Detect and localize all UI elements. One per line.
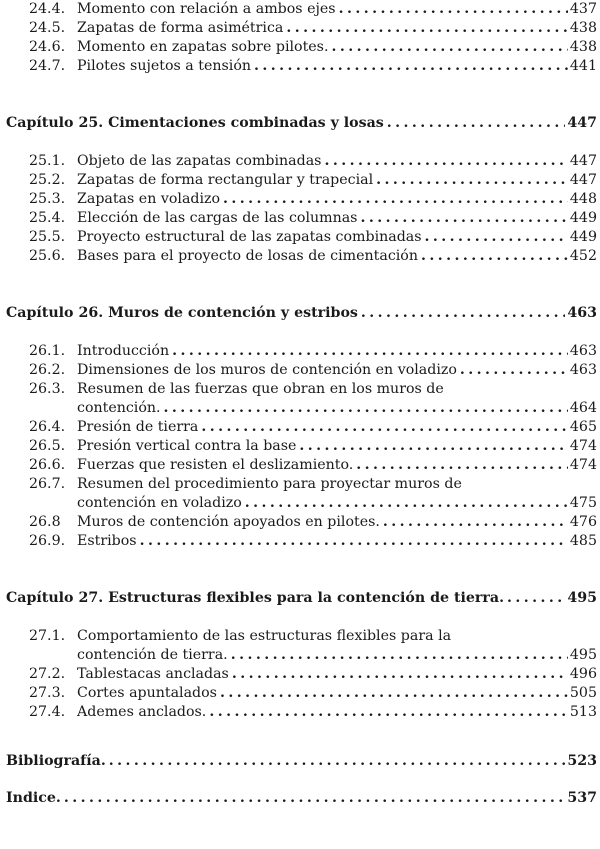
toc-entry-continuation	[0, 399, 600, 418]
page-number: 474	[569, 438, 597, 454]
entry-title: Indice.	[6, 790, 61, 806]
page-number: 438	[569, 39, 597, 55]
page-number: 513	[569, 704, 597, 720]
page-number: 463	[569, 362, 597, 378]
chapter-heading	[0, 114, 600, 133]
entry-title: Proyecto estructural de las zapatas combinadas	[77, 229, 422, 245]
dot-leader	[64, 789, 566, 808]
toc-entry	[0, 684, 600, 703]
toc-entry	[0, 475, 600, 494]
entry-title: contención de tierra.	[77, 647, 228, 663]
toc-entry	[0, 532, 600, 551]
toc-entry	[0, 513, 600, 532]
section-number: 25.4.	[29, 210, 66, 226]
toc-entry	[0, 19, 600, 38]
entry-title: Zapatas de forma asimétrica	[77, 20, 284, 36]
entry-title: Comportamiento de las estructuras flexibles para la	[77, 628, 452, 644]
section-number: 26.6.	[29, 457, 66, 473]
page-number: 505	[569, 685, 597, 701]
page-number: 485	[569, 533, 597, 549]
page-number: 496	[569, 666, 597, 682]
toc-entry	[0, 418, 600, 437]
entry-title: Resumen del procedimiento para proyectar muros de	[77, 476, 462, 492]
dot-leader	[140, 532, 568, 551]
toc-entry	[0, 171, 600, 190]
dot-leader	[164, 399, 568, 418]
dot-leader	[425, 228, 568, 247]
toc-entry	[0, 627, 600, 646]
dot-leader	[383, 513, 568, 532]
entry-title: contención.	[77, 400, 161, 416]
section-number: 26.3.	[29, 381, 66, 397]
page-number: 449	[569, 229, 597, 245]
page-number: 476	[569, 514, 597, 530]
section-number: 27.3.	[29, 685, 66, 701]
page-number: 447	[567, 115, 597, 131]
page-number: 523	[567, 753, 597, 769]
dot-leader	[356, 456, 568, 475]
section-number: 26.5.	[29, 438, 66, 454]
dot-leader	[361, 304, 565, 323]
page-number: 447	[569, 153, 597, 169]
entry-title: Tablestacas ancladas	[77, 666, 229, 682]
entry-title: Momento con relación a ambos ejes	[77, 1, 336, 17]
entry-title: Cortes apuntalados	[77, 685, 217, 701]
back-matter-entry	[0, 789, 600, 808]
toc-entry	[0, 228, 600, 247]
dot-leader	[339, 0, 568, 19]
page-number: 437	[569, 1, 597, 17]
page-number: 495	[567, 590, 597, 606]
entry-title: Dimensiones de los muros de contención en voladizo	[77, 362, 457, 378]
toc-entry	[0, 57, 600, 76]
toc-entry	[0, 380, 600, 399]
entry-title: Bases para el proyecto de losas de cimentación	[77, 248, 418, 264]
dot-leader	[299, 437, 567, 456]
dot-leader	[507, 589, 565, 608]
entry-title: Zapatas en voladizo	[77, 191, 221, 207]
toc-entry	[0, 209, 600, 228]
page-number: 463	[567, 305, 597, 321]
section-number: 27.4.	[29, 704, 66, 720]
entry-title: Muros de contención apoyados en pilotes.	[77, 514, 380, 530]
page-number: 475	[569, 495, 597, 511]
page-number: 448	[569, 191, 597, 207]
dot-leader	[331, 38, 567, 57]
dot-leader	[209, 703, 568, 722]
entry-title: Fuerzas que resisten el deslizamiento.	[77, 457, 354, 473]
page-number: 537	[567, 790, 597, 806]
dot-leader	[220, 684, 568, 703]
entry-title: Capítulo 26. Muros de contención y estribos	[6, 305, 358, 321]
section-number: 26.8	[29, 514, 61, 530]
section-number: 24.5.	[29, 20, 66, 36]
entry-title: Ademes anclados.	[77, 704, 207, 720]
page-number: 438	[569, 20, 597, 36]
page-number: 495	[569, 647, 597, 663]
dot-leader	[232, 665, 568, 684]
dot-leader	[421, 247, 568, 266]
toc-entry-continuation	[0, 646, 600, 665]
dot-leader	[376, 171, 568, 190]
toc-entry	[0, 152, 600, 171]
entry-title: Introducción	[77, 343, 170, 359]
section-number: 27.2.	[29, 666, 66, 682]
section-number: 25.2.	[29, 172, 66, 188]
dot-leader	[286, 19, 568, 38]
toc-entry	[0, 437, 600, 456]
section-number: 24.6.	[29, 39, 66, 55]
section-number: 27.1.	[29, 628, 66, 644]
back-matter-entry	[0, 752, 600, 771]
toc-entry	[0, 247, 600, 266]
page-number: 474	[569, 457, 597, 473]
dot-leader	[231, 646, 568, 665]
entry-title: Pilotes sujetos a tensión	[77, 58, 251, 74]
toc-entry	[0, 703, 600, 722]
entry-title: Estribos	[77, 533, 137, 549]
section-number: 25.3.	[29, 191, 66, 207]
entry-title: Capítulo 27. Estructuras flexibles para la contención de tierra.	[6, 590, 505, 606]
page-number: 449	[569, 210, 597, 226]
dot-leader	[245, 494, 568, 513]
toc-entry	[0, 190, 600, 209]
entry-title: contención en voladizo	[77, 495, 242, 511]
entry-title: Presión de tierra	[77, 419, 199, 435]
section-number: 26.4.	[29, 419, 66, 435]
toc-entry	[0, 456, 600, 475]
entry-title: Presión vertical contra la base	[77, 438, 297, 454]
chapter-heading	[0, 304, 600, 323]
entry-title: Objeto de las zapatas combinadas	[77, 153, 322, 169]
section-number: 25.6.	[29, 248, 66, 264]
entry-title: Resumen de las fuerzas que obran en los muros de	[77, 381, 444, 397]
section-number: 24.4.	[29, 1, 66, 17]
dot-leader	[324, 152, 567, 171]
entry-title: Momento en zapatas sobre pilotes.	[77, 39, 329, 55]
section-number: 26.9.	[29, 533, 66, 549]
dot-leader	[460, 361, 568, 380]
dot-leader	[172, 342, 568, 361]
entry-title: Capítulo 25. Cimentaciones combinadas y losas	[6, 115, 384, 131]
dot-leader	[109, 752, 566, 771]
dot-leader	[360, 209, 567, 228]
toc-entry	[0, 0, 600, 19]
page-number: 465	[569, 419, 597, 435]
page-number: 464	[569, 400, 597, 416]
toc-entry	[0, 665, 600, 684]
section-number: 25.5.	[29, 229, 66, 245]
section-number: 26.2.	[29, 362, 66, 378]
toc-entry	[0, 342, 600, 361]
section-number: 26.7.	[29, 476, 66, 492]
page-number: 463	[569, 343, 597, 359]
section-number: 24.7.	[29, 58, 66, 74]
page-number: 452	[569, 248, 597, 264]
dot-leader	[387, 114, 566, 133]
entry-title: Zapatas de forma rectangular y trapecial	[77, 172, 374, 188]
toc-entry	[0, 38, 600, 57]
section-number: 25.1.	[29, 153, 66, 169]
section-number: 26.1.	[29, 343, 66, 359]
dot-leader	[223, 190, 568, 209]
dot-leader	[254, 57, 568, 76]
page-number: 441	[569, 58, 597, 74]
toc-entry-continuation	[0, 494, 600, 513]
toc-entry	[0, 361, 600, 380]
chapter-heading	[0, 589, 600, 608]
page-number: 447	[569, 172, 597, 188]
entry-title: Bibliografía.	[6, 753, 106, 769]
dot-leader	[201, 418, 568, 437]
entry-title: Elección de las cargas de las columnas	[77, 210, 358, 226]
